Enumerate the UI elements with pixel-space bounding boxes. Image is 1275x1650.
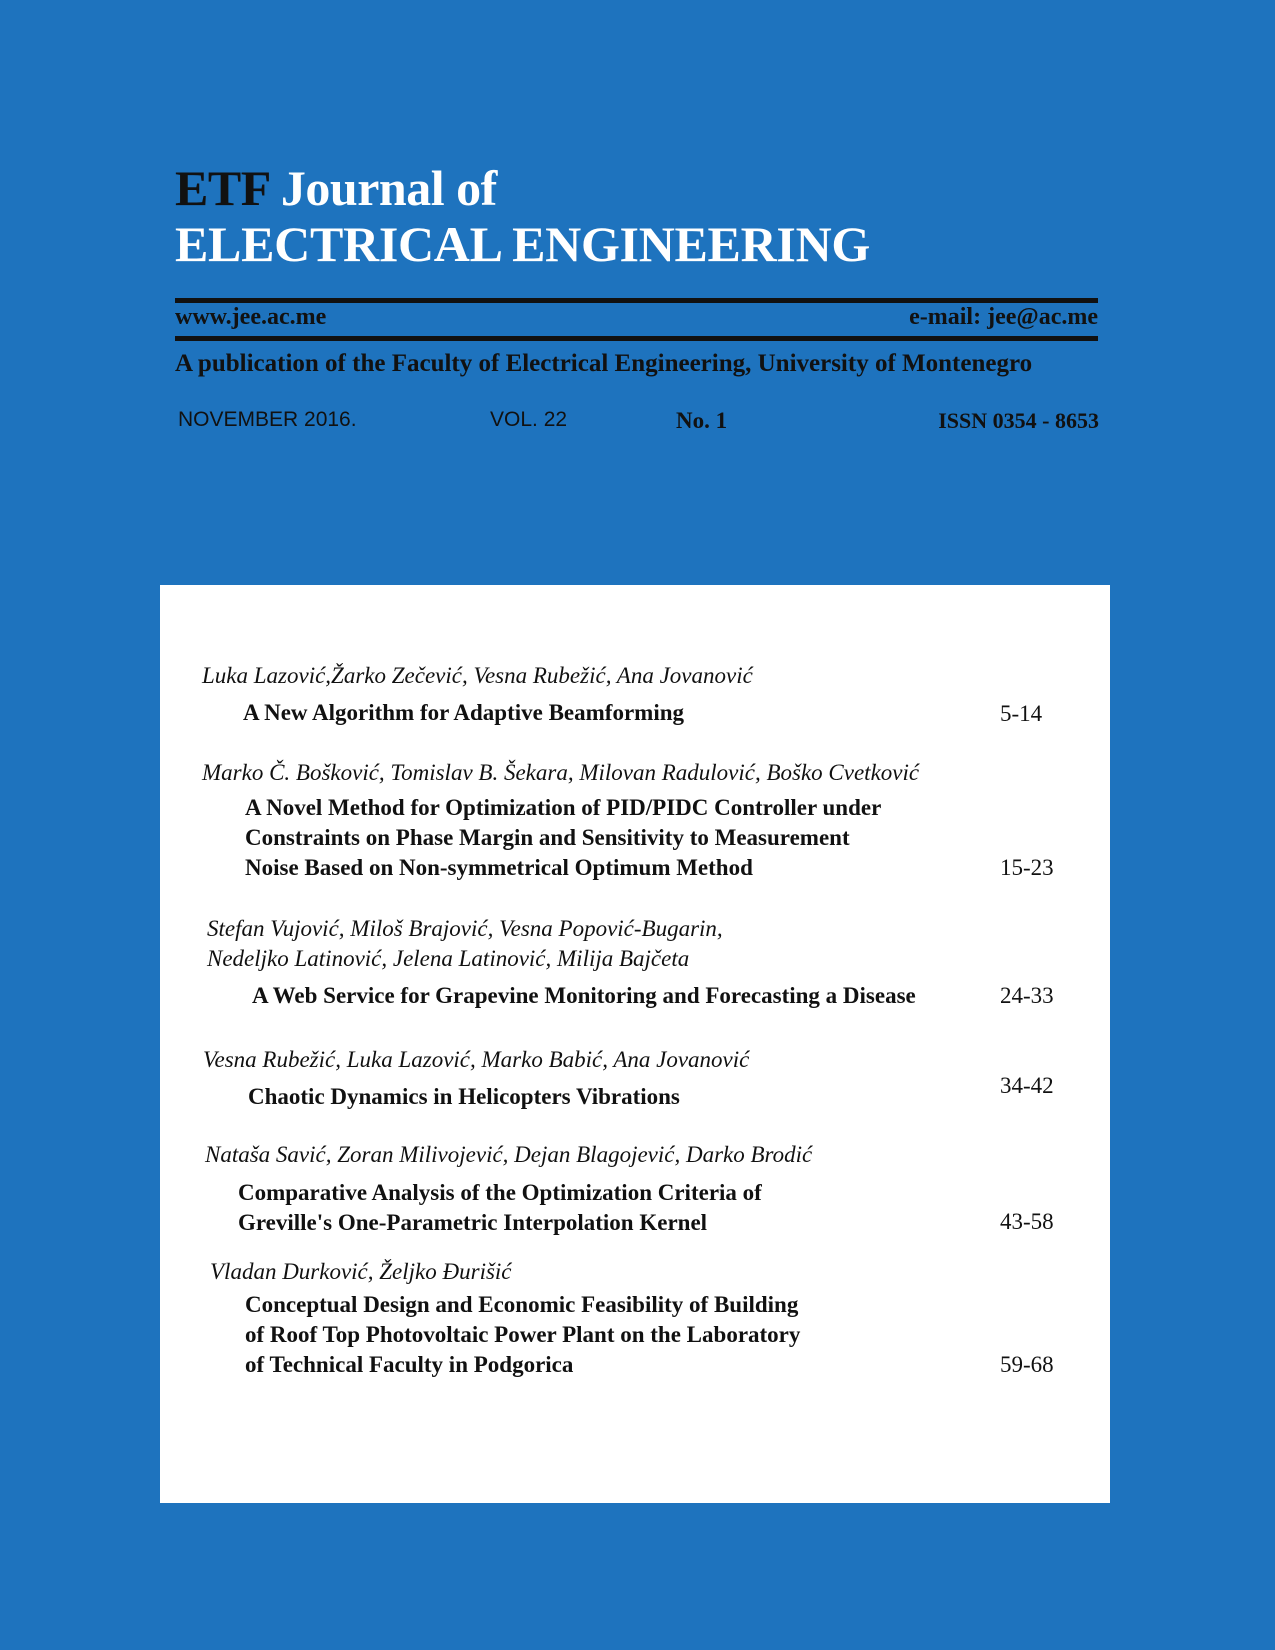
toc-entry-2-title-line2[interactable]: Constraints on Phase Margin and Sensitivity to Measurement (245, 825, 850, 850)
issue-number: No. 1 (676, 408, 728, 433)
table-of-contents (160, 585, 1110, 1503)
toc-entry-5-authors: Nataša Savić, Zoran Milivojević, Dejan Blagojević, Darko Brodić (205, 1142, 813, 1167)
issue-info (0, 408, 1275, 438)
toc-entry-2-title-line1[interactable]: A Novel Method for Optimization of PID/PIDC Controller under (245, 795, 882, 820)
journal-title-line1 (175, 160, 1100, 216)
toc-entry-5-title-line1[interactable]: Comparative Analysis of the Optimization Criteria of (238, 1180, 762, 1205)
toc-entry-3-authors-line1: Stefan Vujović, Miloš Brajović, Vesna Popović-Bugarin, (207, 916, 723, 941)
issue-issn: ISSN 0354 - 8653 (938, 408, 1099, 433)
contact-row (175, 304, 1098, 331)
toc-entry-4-authors: Vesna Rubežić, Luka Lazović, Marko Babić, Ana Jovanović (203, 1047, 750, 1072)
toc-entry-6-authors: Vladan Durković, Željko Đurišić (210, 1259, 512, 1284)
toc-entry-6-title-line1[interactable]: Conceptual Design and Economic Feasibility of Building (245, 1292, 799, 1317)
masthead (175, 160, 1100, 272)
top-divider (175, 298, 1098, 303)
journal-title-of: Journal of (280, 160, 497, 216)
toc-entry-6-pages: 59-68 (1000, 1352, 1054, 1377)
toc-entry-1-title[interactable]: A New Algorithm for Adaptive Beamforming (243, 700, 685, 725)
toc-entry-3-title[interactable]: A Web Service for Grapevine Monitoring and Forecasting a Disease (252, 983, 916, 1008)
toc-entry-4-pages: 34-42 (1000, 1073, 1054, 1098)
toc-entry-1-pages: 5-14 (1000, 701, 1043, 726)
toc-entry-2-pages: 15-23 (1000, 855, 1054, 880)
toc-entry-6-title-line2[interactable]: of Roof Top Photovoltaic Power Plant on the Laboratory (245, 1322, 801, 1347)
toc-entry-2-authors: Marko Č. Bošković, Tomislav B. Šekara, Milovan Radulović, Boško Cvetković (202, 760, 920, 785)
toc-entry-3-authors-line2: Nedeljko Latinović, Jelena Latinović, Milija Bajčeta (207, 946, 690, 971)
toc-entry-6-title-line3[interactable]: of Technical Faculty in Podgorica (245, 1352, 574, 1377)
toc-entry-4-title[interactable]: Chaotic Dynamics in Helicopters Vibrations (248, 1084, 680, 1109)
publication-line: A publication of the Faculty of Electrical Engineering, University of Montenegro (175, 350, 1033, 377)
bottom-divider (175, 336, 1098, 341)
toc-entry-1-authors: Luka Lazović,Žarko Zečević, Vesna Rubežić, Ana Jovanović (202, 663, 753, 688)
toc-entry-3-pages: 24-33 (1000, 983, 1054, 1008)
journal-abbr: ETF (175, 160, 269, 216)
toc-entry-5-pages: 43-58 (1000, 1209, 1054, 1234)
issue-volume: VOL. 22 (490, 408, 568, 431)
email-link[interactable]: e-mail: jee@ac.me (909, 304, 1098, 330)
journal-title-line2: ELECTRICAL ENGINEERING (175, 216, 870, 272)
toc-entry-5-title-line2[interactable]: Greville's One-Parametric Interpolation Kernel (238, 1210, 708, 1235)
issue-date: NOVEMBER 2016. (178, 408, 357, 431)
toc-entry-2-title-line3[interactable]: Noise Based on Non-symmetrical Optimum Method (245, 855, 753, 880)
website-link[interactable]: www.jee.ac.me (175, 304, 327, 330)
